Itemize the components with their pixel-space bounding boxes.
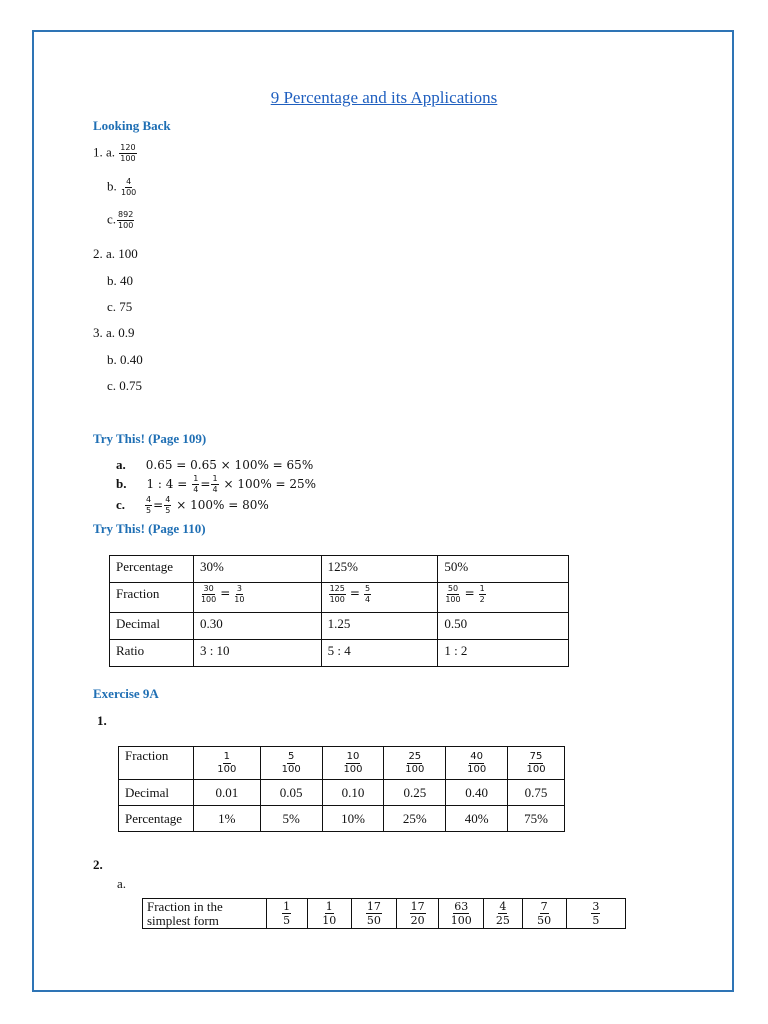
numerator: 1 [223,750,231,762]
table-row [119,780,565,806]
fraction [526,752,545,775]
numerator: 3 [592,900,600,913]
fraction [445,585,460,604]
denominator: 2 [479,595,485,604]
numerator: 50 [447,584,459,593]
q1b-fraction [121,178,136,197]
try109-c-eq: = [153,498,164,513]
denominator: 100 [445,595,461,604]
table-cell: 125% [321,556,438,583]
table-cell: 1% [193,806,260,832]
denominator: 100 [281,763,301,775]
try109-b-frac2 [211,475,218,494]
numerator: 1 [193,474,199,483]
fraction-decimal-percentage-table [118,746,565,832]
fraction [467,752,486,775]
table-cell [439,899,484,929]
table-cell [508,747,565,780]
table-cell [266,899,307,929]
q3c: c. 0.75 [107,378,143,393]
numerator: 1 [479,584,485,593]
table-cell: 0.10 [322,780,384,806]
table-cell: Decimal [119,780,194,806]
q1c-label: c. [107,211,117,227]
table-cell: Decimal [110,613,194,640]
numerator: 5 [287,750,295,762]
try109-c-frac2 [164,496,171,515]
numerator: 120 [120,143,136,152]
table-cell: Percentage [110,556,194,583]
numerator: 4 [146,495,152,504]
try109-a-label: a. [116,457,126,472]
try109-b-frac1 [192,475,199,494]
table-cell [438,583,569,613]
fraction [591,901,600,926]
fraction [282,901,291,926]
table-row [110,613,569,640]
denominator: 100 [329,595,345,604]
table-cell [322,747,384,780]
numerator: 3 [236,584,242,593]
fraction [343,752,362,775]
try109-a [116,456,313,474]
table-row [110,556,569,583]
numerator: 1 [283,900,291,913]
try109-a-text: 0.65 = 0.65 × 100% = 65% [145,458,314,472]
q1c-fraction [117,211,134,230]
table-cell: 1 : 2 [438,640,569,667]
simplest-form-table [142,898,626,929]
looking-back-heading: Looking Back [93,118,171,133]
q1a-fraction [119,144,136,163]
try109-b-lead: 1 : 4 = [146,477,188,492]
table-cell: Fraction [119,747,194,780]
q1a-label: 1. a. [93,144,116,160]
numerator: 4 [499,900,507,913]
fraction [322,901,336,926]
table-row [119,806,565,832]
table-cell [260,747,322,780]
table-row [143,899,626,929]
try-this-110-heading: Try This! (Page 110) [93,521,206,536]
equals-sign: = [464,586,475,601]
fraction [479,585,486,604]
numerator: 1 [325,900,333,913]
fraction [496,901,510,926]
fraction [366,901,382,926]
q2c: c. 75 [107,299,133,314]
table-cell: 0.75 [508,780,565,806]
numerator: 5 [364,584,371,593]
numerator: 4 [126,177,132,186]
table-cell: 0.40 [446,780,508,806]
table-row [110,640,569,667]
try109-b-tail: × 100% = 25% [223,477,317,492]
exercise-q1-label: 1. [97,713,107,728]
try109-b [116,475,316,494]
try109-c [116,496,269,515]
fraction [201,585,216,604]
table-cell [397,899,439,929]
table-cell [193,583,321,613]
denominator: 5 [146,506,152,515]
exercise-q2a-label: a. [117,876,127,891]
q1c [107,211,135,230]
denominator: 100 [467,763,487,775]
table-cell: Ratio [110,640,194,667]
numerator: 7 [540,900,548,913]
fraction [410,901,426,926]
table-cell [566,899,625,929]
denominator: 100 [200,595,217,604]
table-row [119,747,565,780]
table-cell: 3 : 10 [193,640,321,667]
denominator: 100 [343,763,363,775]
equals-sign: = [349,586,360,601]
table-cell: 25% [384,806,446,832]
table-row [110,583,569,613]
table-cell [143,899,267,929]
denominator: 5 [283,914,291,927]
numerator: 4 [165,495,171,504]
numerator: 1 [212,474,218,483]
table-cell: 1.25 [321,613,438,640]
q3a: 3. a. 0.9 [93,325,135,340]
table-cell: 0.25 [384,780,446,806]
denominator: 100 [118,221,134,230]
table-cell: 75% [508,806,565,832]
exercise-9a-heading: Exercise 9A [93,686,159,701]
denominator: 25 [495,914,510,927]
table-cell: 0.50 [438,613,569,640]
fraction [537,901,551,926]
try109-b-label: b. [116,476,127,492]
q2a: 2. a. 100 [93,246,138,261]
equals-sign: = [220,586,231,601]
denominator: 100 [405,763,425,775]
try109-c-label: c. [116,497,126,513]
denominator: 5 [165,506,171,515]
numerator: 30 [203,584,214,593]
percentage-table [109,555,569,667]
table-cell [446,747,508,780]
table-cell: 30% [193,556,321,583]
try109-b-eq: = [200,477,211,492]
denominator: 5 [592,914,600,927]
numerator: 892 [118,210,134,219]
denominator: 100 [526,763,546,775]
fraction [282,752,301,775]
table-cell [522,899,566,929]
table-cell: 40% [446,806,508,832]
table-cell [193,747,260,780]
q1b-label: b. [107,178,117,194]
table-cell [384,747,446,780]
table-cell [307,899,351,929]
fraction [364,585,371,604]
denominator: 4 [364,595,371,604]
table-cell [351,899,396,929]
fraction [451,901,472,926]
table-cell: Fraction [110,583,194,613]
numerator: 17 [410,900,425,913]
denominator: 20 [410,914,425,927]
numerator: 63 [454,900,469,913]
table-cell: 5% [260,806,322,832]
table-cell [321,583,438,613]
table-cell: 10% [322,806,384,832]
fraction [329,585,346,604]
numerator: 125 [329,584,345,593]
denominator: 100 [450,914,472,927]
table-cell: 0.05 [260,780,322,806]
denominator: 10 [234,595,245,604]
denominator: 100 [120,154,136,163]
table-cell: 0.01 [193,780,260,806]
q3b: b. 0.40 [107,352,143,367]
table-cell: Percentage [119,806,194,832]
numerator: 75 [529,750,543,762]
numerator: 10 [346,750,360,762]
label-line-2: simplest form [147,912,219,928]
fraction [234,585,244,604]
try109-c-frac1 [145,496,152,515]
fraction [405,752,424,775]
table-cell: 50% [438,556,569,583]
denominator: 50 [537,914,552,927]
q1a [93,144,138,163]
denominator: 4 [212,485,218,494]
numerator: 17 [366,900,381,913]
q2b: b. 40 [107,273,133,288]
denominator: 100 [121,188,137,197]
try109-c-tail: × 100% = 80% [176,498,269,513]
denominator: 100 [217,763,237,775]
denominator: 10 [322,914,337,927]
label-line-1: Fraction in the [147,898,223,914]
exercise-q2-label: 2. [93,857,103,872]
page-title: 9 Percentage and its Applications [270,88,498,107]
numerator: 40 [470,750,483,762]
table-cell: 0.30 [193,613,321,640]
numerator: 25 [408,750,422,762]
denominator: 4 [193,485,199,494]
fraction [217,752,236,775]
q1b [107,178,137,197]
table-cell [484,899,522,929]
try-this-109-heading: Try This! (Page 109) [93,431,207,446]
table-cell: 5 : 4 [321,640,438,667]
denominator: 50 [366,914,381,927]
